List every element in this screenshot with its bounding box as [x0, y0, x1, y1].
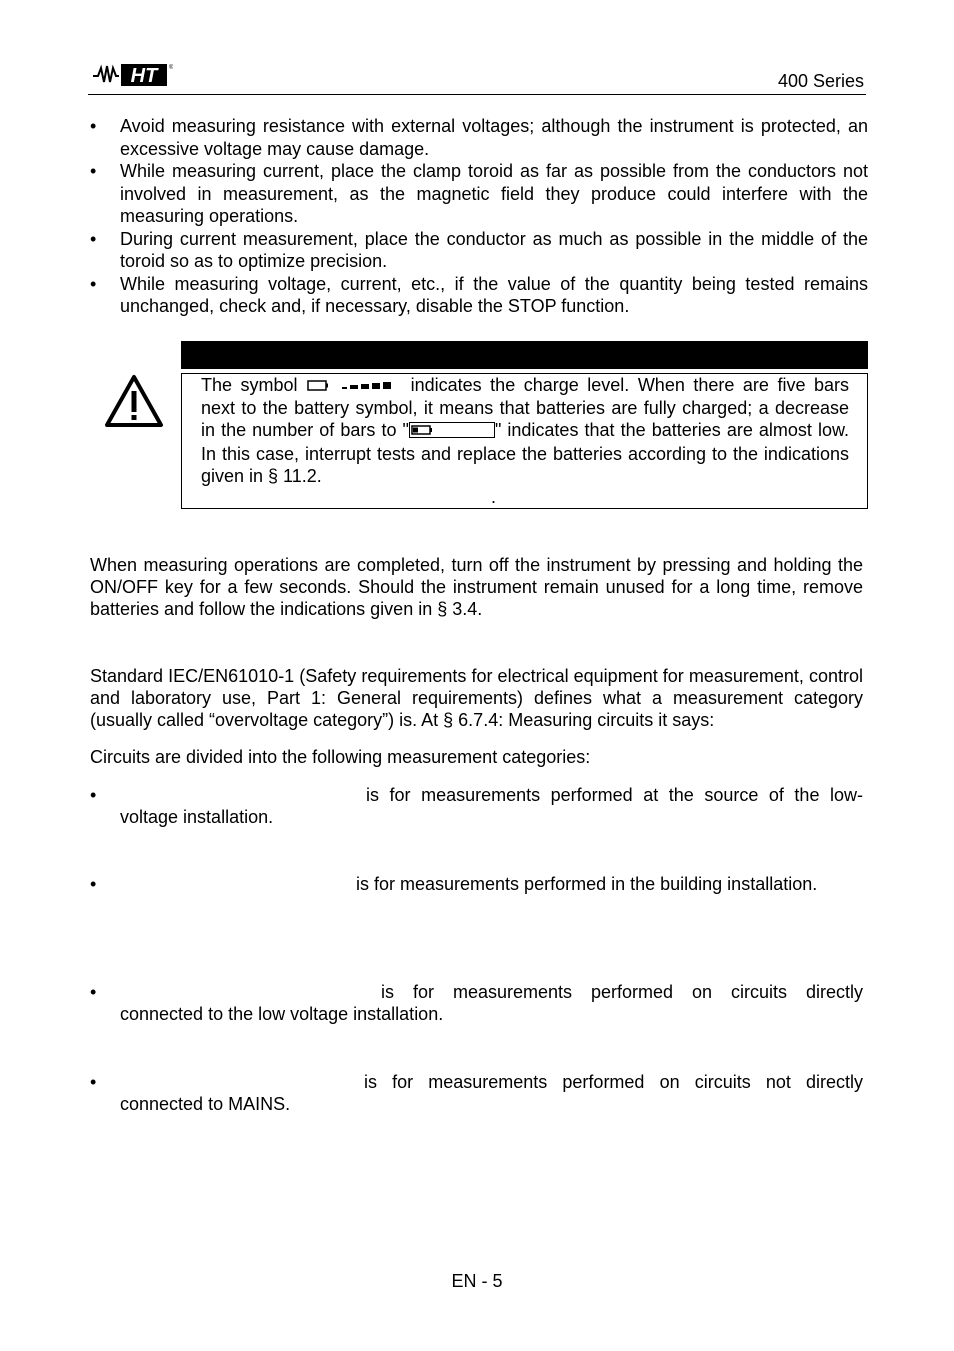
warning-triangle-icon: [104, 374, 164, 433]
page-number: EN - 5: [451, 1271, 503, 1291]
ht-logo-icon: [93, 62, 173, 88]
svg-text:HT: HT: [130, 65, 158, 87]
series-label: 400 Series: [777, 71, 864, 91]
list-item: • During current measurement, place the conductor as much as possible in the middle of the toroid so as to optimize precision.: [90, 228, 868, 271]
battery-low-icon: [409, 421, 495, 443]
warning-text: The symbol indicates the charge level. When there are five bars next to the battery symbol, it means that batteries are fully charged; a decrease in the number of bars to " " indicates that the batteries are almost low. In this case, interrupt tests and replace the batteries according to the indications given in § 11.2.: [201, 375, 850, 486]
warning-header-bar: [181, 341, 868, 369]
list-item: • While measuring voltage, current, etc., if the value of the quantity being tested remains unchanged, check and, if necessary, disable the STOP function.: [90, 273, 868, 316]
list-item: • Avoid measuring resistance with external voltages; although the instrument is protected, an excessive voltage may cause damage.: [90, 116, 868, 159]
warning-trailing-dot: .: [491, 487, 497, 507]
battery-icon: [306, 375, 402, 397]
precautions-list: [90, 115, 868, 318]
circuits-intro: Circuits are divided into the following measurement categories:: [90, 747, 591, 767]
list-item: • While measuring current, place the clamp toroid as far as possible from the conductors not involved in measurement, as the magnetic field they produce could interfere with the measuring operations.: [90, 161, 868, 226]
standard-paragraph: Standard IEC/EN61010-1 (Safety requirements for electrical equipment for measurement, control and laboratory use, Part 1: General requirements) defines what a measurement category (usually called “overvoltage category”) is. At § 6.7.4: Measuring circuits it says:: [90, 666, 863, 730]
svg-text:®: ®: [169, 65, 173, 71]
after-use-paragraph: When measuring operations are completed, turn off the instrument by pressing and holding the ON/OFF key for a few seconds. Should the instrument remain unused for a long time, remove batteries and follow the indications given in § 3.4.: [90, 555, 863, 619]
ht-logo: [93, 62, 173, 93]
header-divider: [88, 94, 866, 95]
